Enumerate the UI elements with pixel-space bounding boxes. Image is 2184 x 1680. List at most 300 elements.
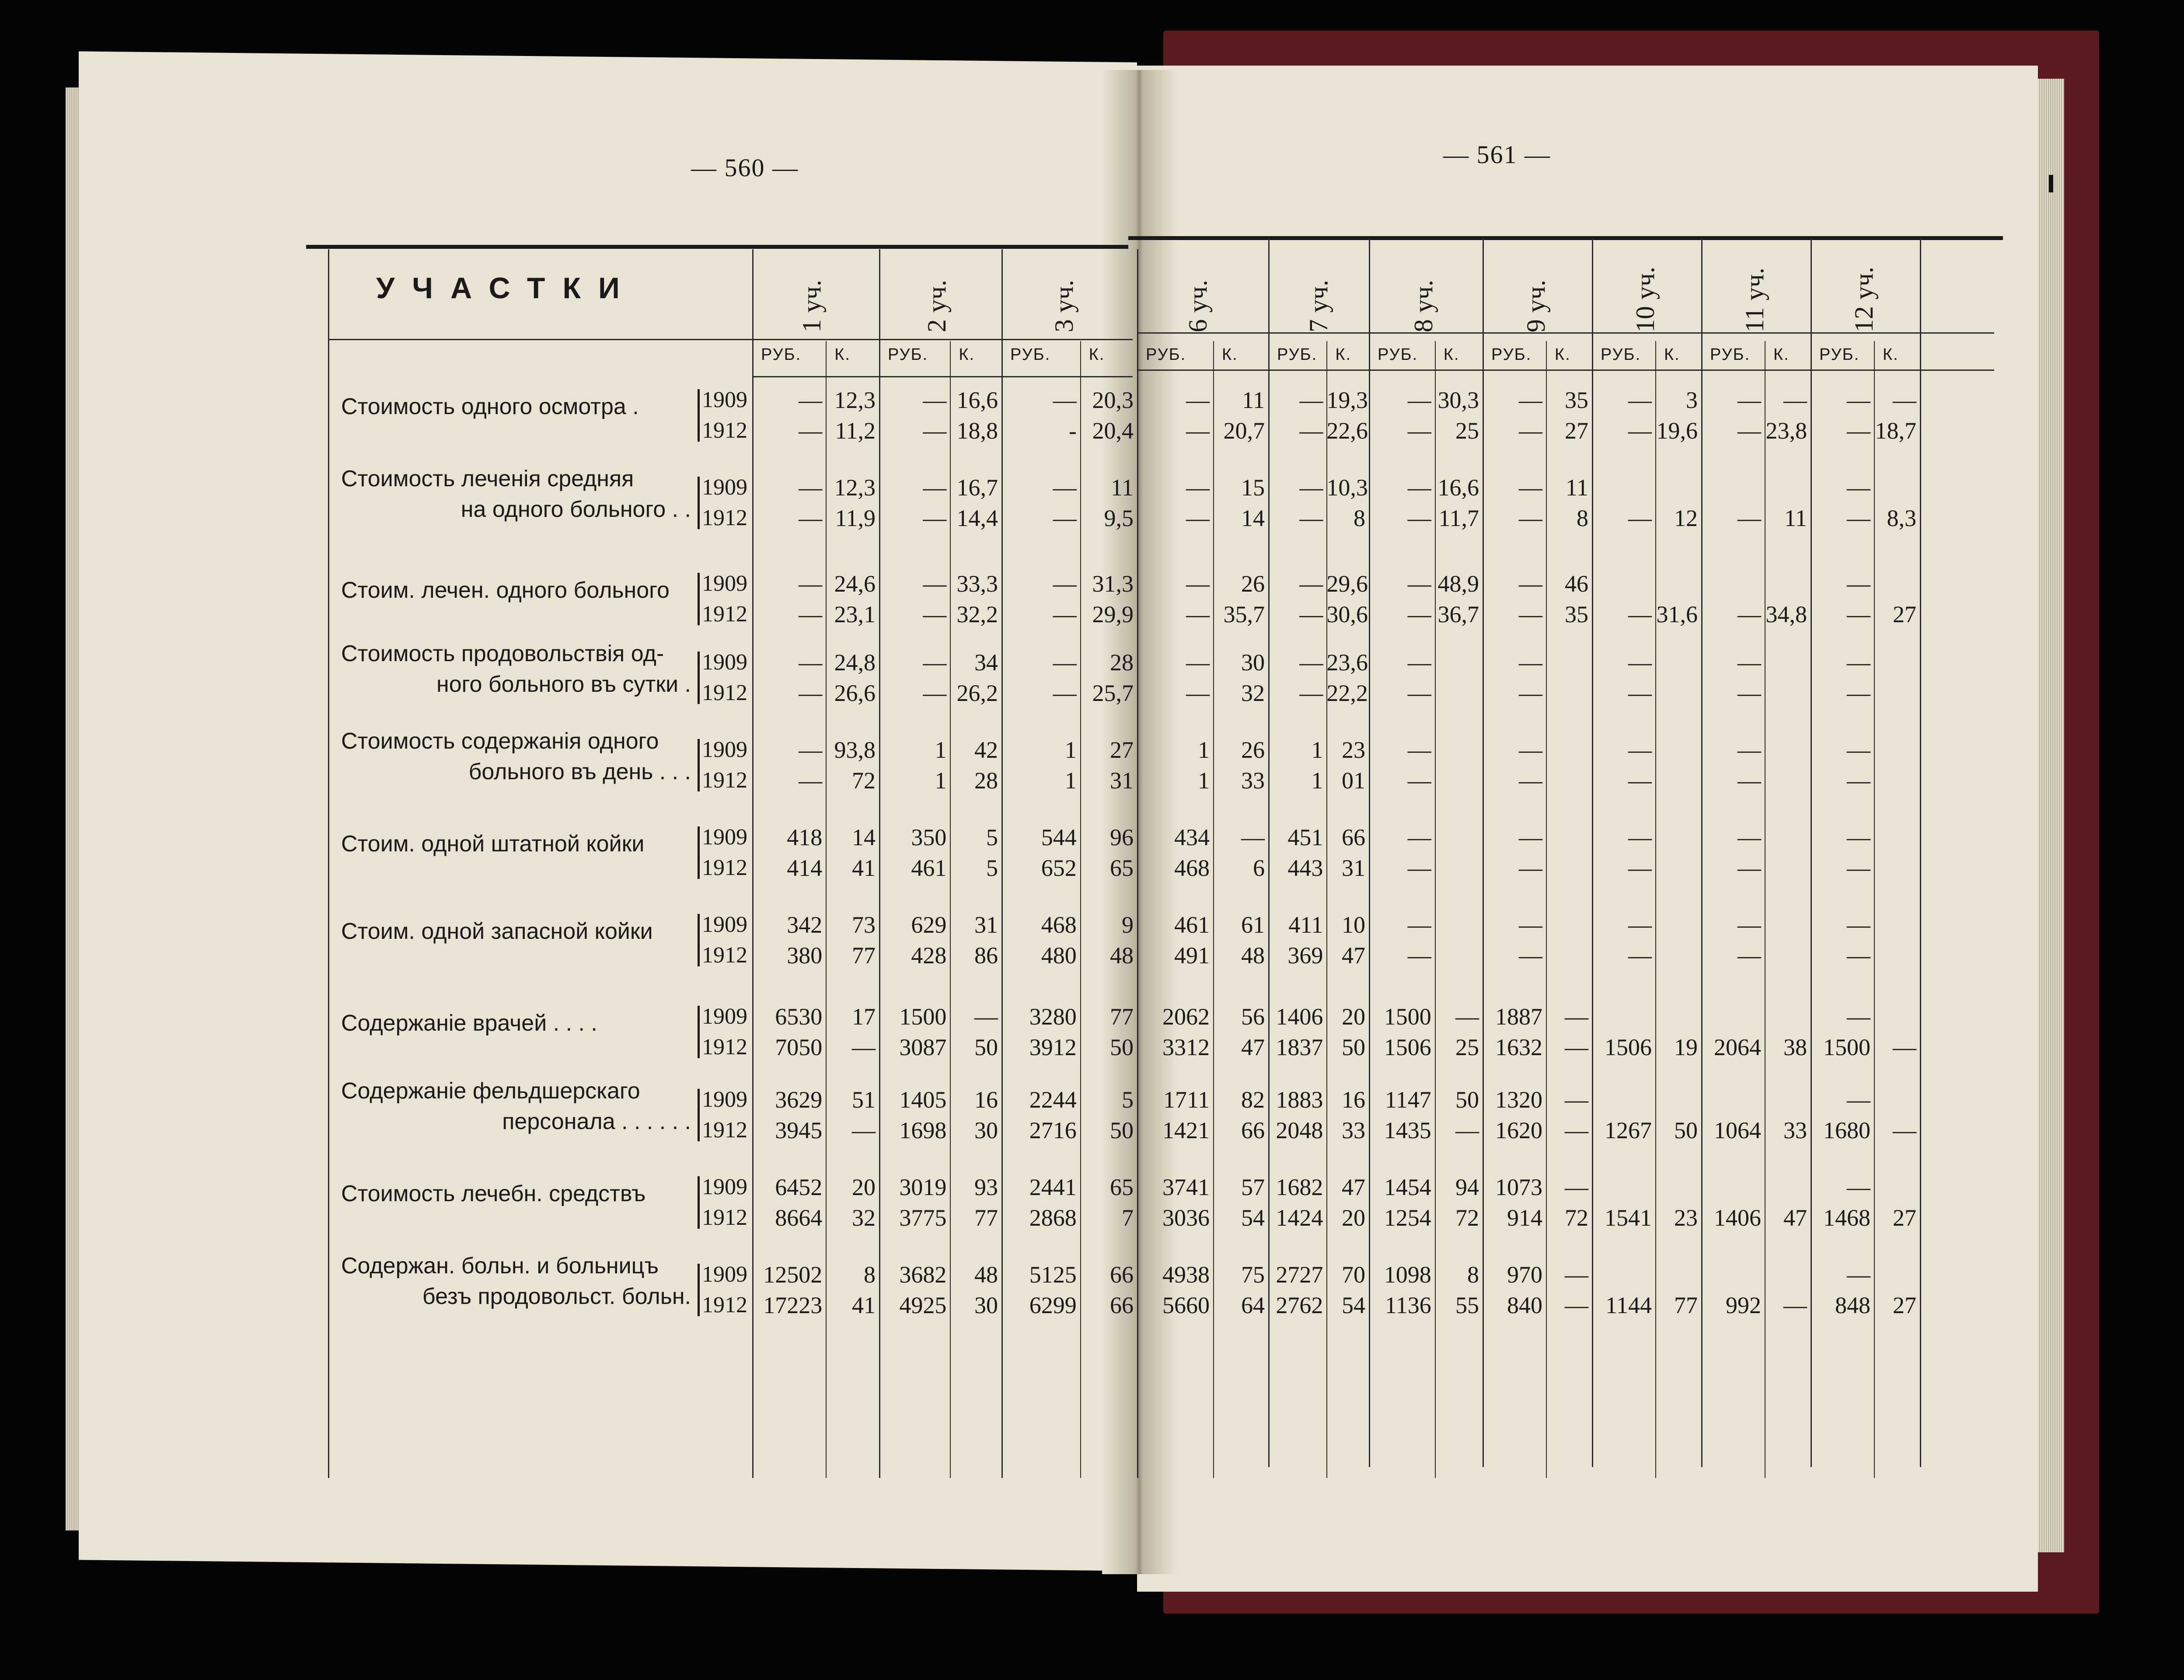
cell-rub: — — [1519, 505, 1542, 531]
cell-rub: — — [923, 649, 947, 676]
table-top-rule-right — [1128, 236, 2003, 240]
cell-rub: 2716 — [1029, 1117, 1077, 1143]
cell-kop: 27 — [1893, 1205, 1916, 1231]
row-label-line1: Стоимость содержанія одного — [341, 728, 659, 754]
cell-kop: 30 — [974, 1117, 998, 1143]
unit-rub: РУБ. — [1491, 345, 1532, 364]
cell-rub: — — [799, 767, 823, 794]
cell-rub: — — [1847, 855, 1870, 881]
cell-rub: — — [1407, 387, 1431, 413]
year-label: 1909 — [702, 912, 747, 937]
cell-kop: 65 — [1109, 1174, 1134, 1200]
row-label — [341, 1008, 691, 1039]
cell-kop: 35 — [1565, 601, 1588, 627]
cell-rub: 3312 — [1162, 1034, 1210, 1060]
cell-kop: — — [1455, 1004, 1479, 1030]
cell-kop: 8 — [1353, 505, 1365, 531]
row-label — [341, 916, 691, 947]
cell-rub: — — [1186, 418, 1210, 444]
cell-kop: 50 — [1674, 1117, 1698, 1143]
cell-rub: 7050 — [775, 1034, 823, 1060]
cell-rub: 629 — [911, 912, 947, 938]
cell-kop: 20,3 — [1092, 387, 1134, 413]
cell-kop: 17 — [851, 1004, 876, 1030]
cell-rub: — — [1407, 767, 1431, 794]
cell-rub: 914 — [1507, 1205, 1542, 1231]
unit-rub: РУБ. — [1378, 345, 1418, 364]
cell-kop: 70 — [1341, 1262, 1365, 1288]
cell-rub: — — [1407, 649, 1431, 676]
spine-label — [2038, 105, 2064, 1548]
cell-kop: 77 — [851, 942, 876, 969]
cell-rub: 3682 — [899, 1262, 947, 1288]
cell-kop: 66 — [1241, 1117, 1265, 1143]
cell-rub: — — [1299, 387, 1323, 413]
row-label-line1: Стоим. лечен. одного больного — [341, 578, 670, 603]
cell-kop: 9 — [1121, 912, 1134, 938]
cell-rub: — — [1628, 387, 1652, 413]
cell-rub: — — [1186, 505, 1210, 531]
cell-kop: 47 — [1341, 1174, 1365, 1200]
cell-kop: 11 — [1242, 387, 1265, 413]
cell-kop: 33 — [1783, 1117, 1807, 1143]
cell-rub: — — [1737, 680, 1761, 706]
cell-rub: 1711 — [1163, 1087, 1210, 1113]
cell-kop: 20,4 — [1092, 418, 1134, 444]
cell-rub: — — [1847, 1004, 1870, 1030]
cell-kop: 65 — [1109, 855, 1134, 881]
cell-rub: — — [923, 680, 947, 706]
page-number-right: — 561 — — [1443, 140, 1551, 169]
cell-kop: 96 — [1109, 824, 1134, 850]
cell-rub: — — [1628, 767, 1652, 794]
cell-kop: 19 — [1674, 1034, 1698, 1060]
cell-rub: — — [1299, 505, 1323, 531]
year-bracket — [698, 914, 700, 966]
unit-rub: РУБ. — [1710, 345, 1751, 364]
district-heading: 9 уч. — [1521, 279, 1550, 332]
cell-rub: — — [1847, 767, 1870, 794]
unit-kop: К. — [1335, 345, 1352, 364]
year-label: 1909 — [702, 571, 747, 596]
row-label-line1: Стоимость лечебн. средствъ — [341, 1181, 646, 1206]
cell-kop: 42 — [974, 737, 998, 763]
cell-rub: — — [1053, 505, 1077, 531]
district-heading: 10 уч. — [1630, 266, 1660, 332]
cell-kop: 8,3 — [1887, 505, 1916, 531]
cell-kop: 20 — [1341, 1004, 1365, 1030]
cell-kop: 50 — [1109, 1034, 1134, 1060]
cell-kop: 31,6 — [1656, 601, 1698, 627]
district-heading: 8 уч. — [1409, 279, 1438, 332]
cell-kop: 55 — [1455, 1292, 1479, 1318]
cell-rub: 1136 — [1385, 1292, 1431, 1318]
cell-kop: 30 — [1241, 649, 1265, 676]
cell-kop: — — [851, 1034, 876, 1060]
cell-kop: 38 — [1783, 1034, 1807, 1060]
cell-rub: 350 — [911, 824, 947, 850]
cell-rub: 2727 — [1276, 1262, 1323, 1288]
cell-rub: 1 — [1198, 737, 1210, 763]
row-label — [341, 638, 691, 700]
cell-kop: 3 — [1686, 387, 1698, 413]
cell-kop: 50 — [974, 1034, 998, 1060]
cell-rub: 1320 — [1495, 1087, 1542, 1113]
unit-rub: РУБ. — [1146, 345, 1186, 364]
cell-kop: 18,7 — [1875, 418, 1916, 444]
cell-kop: 30 — [974, 1292, 998, 1318]
cell-rub: 3087 — [899, 1034, 947, 1060]
cell-rub: — — [1519, 601, 1542, 627]
unit-kop: К. — [1222, 345, 1238, 364]
row-label — [341, 829, 691, 859]
cell-kop: 14 — [1241, 505, 1265, 531]
cell-rub: 4938 — [1162, 1262, 1210, 1288]
cell-kop: 6 — [1253, 855, 1265, 881]
district-heading: 7 уч. — [1304, 279, 1333, 332]
cell-kop: 56 — [1241, 1004, 1265, 1030]
cell-rub: — — [1407, 418, 1431, 444]
unit-rub: РУБ. — [888, 345, 928, 364]
year-label: 1912 — [702, 418, 747, 443]
unit-rub: РУБ. — [1277, 345, 1318, 364]
cell-rub: 1 — [935, 767, 947, 794]
cell-kop: 15 — [1241, 474, 1265, 501]
cell-rub: — — [1299, 474, 1323, 501]
cell-kop: 18,8 — [956, 418, 998, 444]
cell-kop: 86 — [974, 942, 998, 969]
cell-rub: — — [1847, 1174, 1870, 1200]
cell-kop: 8 — [863, 1262, 876, 1288]
cell-rub: — — [1628, 680, 1652, 706]
cell-rub: — — [1407, 824, 1431, 850]
cell-rub: 428 — [911, 942, 947, 969]
cell-rub: — — [1186, 680, 1210, 706]
unit-kop: К. — [1883, 345, 1899, 364]
cell-kop: 14,4 — [956, 505, 998, 531]
cell-rub: 4925 — [899, 1292, 947, 1318]
cell-kop: 26 — [1241, 571, 1265, 597]
cell-rub: 1468 — [1823, 1205, 1870, 1231]
table-top-rule-left — [306, 245, 1128, 249]
cell-rub: 2048 — [1276, 1117, 1323, 1143]
cell-rub: 1421 — [1162, 1117, 1210, 1143]
cell-rub: — — [1053, 601, 1077, 627]
cell-kop: 27 — [1893, 601, 1916, 627]
cell-rub: 970 — [1507, 1262, 1542, 1288]
cell-kop: 11 — [1110, 474, 1134, 501]
unit-rub: РУБ. — [1601, 345, 1641, 364]
cell-rub: 1887 — [1495, 1004, 1542, 1030]
cell-kop: 14 — [851, 824, 876, 850]
cell-rub: 2441 — [1029, 1174, 1077, 1200]
cell-kop: — — [974, 1004, 998, 1030]
cell-rub: — — [1299, 418, 1323, 444]
cell-rub: — — [1847, 601, 1870, 627]
cell-rub: — — [1407, 601, 1431, 627]
table-header-divider-right — [1137, 332, 1994, 334]
year-bracket — [698, 1176, 700, 1229]
cell-rub: 1680 — [1823, 1117, 1870, 1143]
year-label: 1909 — [702, 825, 747, 850]
cell-kop: 8 — [1467, 1262, 1479, 1288]
cell-rub: — — [1628, 649, 1652, 676]
year-label: 1909 — [702, 475, 747, 500]
unit-rub: РУБ. — [761, 345, 802, 364]
cell-kop: — — [1565, 1262, 1588, 1288]
cell-rub: — — [1737, 601, 1761, 627]
cell-rub: — — [923, 387, 947, 413]
row-label-line1: Содержан. больн. и больницъ — [341, 1253, 659, 1279]
year-label: 1909 — [702, 1175, 747, 1199]
cell-kop: 34,8 — [1765, 601, 1807, 627]
row-label-line2: на одного больного . . — [461, 497, 691, 522]
cell-rub: — — [1628, 912, 1652, 938]
cell-rub: 992 — [1726, 1292, 1761, 1318]
year-label: 1909 — [702, 1262, 747, 1287]
cell-rub: 3945 — [775, 1117, 823, 1143]
cell-kop: 5 — [986, 824, 998, 850]
cell-rub: — — [1407, 737, 1431, 763]
year-label: 1912 — [702, 1118, 747, 1143]
cell-kop: 32 — [851, 1205, 876, 1231]
cell-kop: 22,2 — [1326, 680, 1368, 706]
year-label: 1912 — [702, 680, 747, 705]
row-label-line1: Содержаніе фельдшерскаго — [341, 1078, 640, 1104]
cell-rub: — — [1628, 601, 1652, 627]
cell-kop: 12,3 — [834, 387, 876, 413]
year-label: 1912 — [702, 602, 747, 627]
year-label: 1912 — [702, 1293, 747, 1318]
year-label: 1912 — [702, 505, 747, 530]
cell-kop: — — [851, 1117, 876, 1143]
cell-kop: — — [1565, 1292, 1588, 1318]
cell-rub: 5660 — [1162, 1292, 1210, 1318]
row-label — [341, 391, 691, 422]
year-bracket — [698, 739, 700, 791]
cell-rub: 3775 — [899, 1205, 947, 1231]
cell-rub: — — [1628, 855, 1652, 881]
cell-rub: — — [1847, 1087, 1870, 1113]
page-number-left: — 560 — — [691, 153, 799, 182]
cell-rub: 2244 — [1029, 1087, 1077, 1113]
district-heading: 1 уч. — [797, 279, 826, 332]
row-label — [341, 464, 691, 525]
cell-kop: 19,3 — [1326, 387, 1368, 413]
cell-rub: — — [1847, 737, 1870, 763]
cell-rub: — — [1053, 680, 1077, 706]
cell-rub: 1454 — [1384, 1174, 1431, 1200]
cell-rub: — — [1053, 571, 1077, 597]
cell-rub: — — [1847, 474, 1870, 501]
cell-rub: 6452 — [775, 1174, 823, 1200]
unit-kop: К. — [1664, 345, 1680, 364]
district-column-line — [1920, 238, 1921, 1467]
cell-rub: — — [1299, 571, 1323, 597]
cell-rub: 451 — [1287, 824, 1323, 850]
cell-rub: — — [1628, 824, 1652, 850]
cell-rub: 1267 — [1605, 1117, 1652, 1143]
cell-rub: — — [1519, 418, 1542, 444]
cell-rub: — — [1407, 912, 1431, 938]
cell-kop: — — [1565, 1174, 1588, 1200]
cell-rub: — — [1519, 737, 1542, 763]
cell-rub: 17223 — [763, 1292, 823, 1318]
cell-rub: — — [1186, 601, 1210, 627]
cell-kop: 12 — [1674, 505, 1698, 531]
cell-kop: 28 — [974, 767, 998, 794]
cell-rub: 1073 — [1495, 1174, 1542, 1200]
row-label — [341, 575, 691, 606]
cell-rub: 1506 — [1384, 1034, 1431, 1060]
cell-kop: — — [1565, 1034, 1588, 1060]
cell-kop: 11 — [1784, 505, 1807, 531]
cell-rub: — — [799, 680, 823, 706]
row-label-line1: Стоим. одной штатной койки — [341, 831, 645, 857]
row-label-line1: Стоим. одной запасной койки — [341, 919, 653, 944]
cell-rub: — — [1847, 912, 1870, 938]
cell-rub: — — [1737, 824, 1761, 850]
cell-kop: 27 — [1565, 418, 1588, 444]
cell-rub: 468 — [1174, 855, 1210, 881]
cell-rub: — — [1847, 418, 1870, 444]
cell-kop: — — [1893, 387, 1916, 413]
cell-rub: — — [1407, 942, 1431, 969]
cell-kop: 16 — [974, 1087, 998, 1113]
cell-rub: — — [1847, 824, 1870, 850]
cell-rub: — — [1847, 505, 1870, 531]
row-label-line1: Стоимость продовольствія од- — [341, 641, 664, 666]
cell-kop: 25,7 — [1092, 680, 1134, 706]
unit-kop: К. — [1773, 345, 1790, 364]
cell-rub: — — [1299, 601, 1323, 627]
cell-kop: 35,7 — [1223, 601, 1265, 627]
cell-kop: 35 — [1565, 387, 1588, 413]
cell-rub: 491 — [1174, 942, 1210, 969]
row-label-line2: безъ продовольст. больн. — [422, 1284, 691, 1309]
cell-rub: - — [1068, 418, 1077, 444]
unit-kop: К. — [1089, 345, 1105, 364]
cell-rub: — — [1519, 571, 1542, 597]
cell-kop: 20 — [851, 1174, 876, 1200]
cell-kop: 36,7 — [1437, 601, 1479, 627]
cell-rub: — — [1737, 942, 1761, 969]
cell-rub: 1098 — [1384, 1262, 1431, 1288]
row-label-line1: Содержаніе врачей . . . . — [341, 1011, 597, 1036]
cell-rub: — — [1847, 942, 1870, 969]
year-label: 1909 — [702, 1004, 747, 1029]
unit-row-divider-right — [1137, 369, 1994, 371]
cell-rub: — — [1519, 680, 1542, 706]
cell-kop: 25 — [1455, 418, 1479, 444]
cell-kop: 26,6 — [834, 680, 876, 706]
cell-kop: — — [1893, 1117, 1916, 1143]
cell-kop: 16 — [1341, 1087, 1365, 1113]
cell-kop: 34 — [974, 649, 998, 676]
cell-kop: 8 — [1577, 505, 1588, 531]
cell-kop: 16,7 — [956, 474, 998, 501]
cell-kop: 48 — [974, 1262, 998, 1288]
cell-rub: 1406 — [1276, 1004, 1323, 1030]
cell-rub: — — [1628, 942, 1652, 969]
cell-kop: 50 — [1341, 1034, 1365, 1060]
cell-rub: 418 — [787, 824, 823, 850]
district-heading: 3 уч. — [1049, 279, 1078, 332]
cell-kop: 46 — [1565, 571, 1588, 597]
cell-rub: 1500 — [1384, 1004, 1431, 1030]
cell-rub: 544 — [1041, 824, 1077, 850]
district-heading: 6 уч. — [1183, 279, 1212, 332]
table-left-border — [328, 249, 329, 1478]
cell-rub: 1 — [1198, 767, 1210, 794]
unit-kop: К. — [959, 345, 975, 364]
year-label: 1909 — [702, 387, 747, 412]
cell-rub: — — [1628, 418, 1652, 444]
row-label-line2: больного въ день . . . — [468, 759, 691, 784]
cell-rub: 3741 — [1162, 1174, 1210, 1200]
cell-rub: — — [799, 737, 823, 763]
year-bracket — [698, 477, 700, 529]
cell-kop: 48,9 — [1437, 571, 1479, 597]
cell-kop: 47 — [1341, 942, 1365, 969]
cell-rub: 1620 — [1495, 1117, 1542, 1143]
year-label: 1912 — [702, 855, 747, 880]
cell-kop: 94 — [1455, 1174, 1479, 1200]
cell-rub: 1254 — [1384, 1205, 1431, 1231]
cell-rub: 380 — [787, 942, 823, 969]
cell-rub: 1837 — [1276, 1034, 1323, 1060]
cell-rub: 5125 — [1029, 1262, 1077, 1288]
cell-rub: 1406 — [1714, 1205, 1761, 1231]
cell-rub: 1 — [1064, 767, 1077, 794]
cell-kop: 7 — [1121, 1205, 1134, 1231]
cell-kop: 26 — [1241, 737, 1265, 763]
cell-kop: 11,9 — [835, 505, 876, 531]
cell-rub: — — [1053, 649, 1077, 676]
cell-kop: 72 — [1565, 1205, 1588, 1231]
cell-rub: — — [799, 505, 823, 531]
cell-rub: 2062 — [1162, 1004, 1210, 1030]
year-bracket — [698, 1264, 700, 1316]
cell-kop: 54 — [1341, 1292, 1365, 1318]
cell-kop: 16,6 — [956, 387, 998, 413]
cell-rub: — — [799, 474, 823, 501]
cell-rub: — — [1186, 649, 1210, 676]
cell-rub: — — [923, 505, 947, 531]
cell-rub: 1506 — [1605, 1034, 1652, 1060]
cell-rub: 3912 — [1029, 1034, 1077, 1060]
cell-rub: — — [799, 418, 823, 444]
cell-kop: 27 — [1893, 1292, 1916, 1318]
cell-kop: 26,2 — [956, 680, 998, 706]
row-label-line2: персонала . . . . . . — [502, 1109, 691, 1134]
cell-kop: 50 — [1455, 1087, 1479, 1113]
cell-rub: — — [923, 474, 947, 501]
cell-kop: 10 — [1341, 912, 1365, 938]
cell-rub: — — [1186, 474, 1210, 501]
cell-rub: 1 — [1311, 767, 1323, 794]
cell-rub: — — [1407, 474, 1431, 501]
cell-kop: 22,6 — [1326, 418, 1368, 444]
cell-rub: 434 — [1174, 824, 1210, 850]
cell-rub: 3019 — [899, 1174, 947, 1200]
cell-kop: 31 — [974, 912, 998, 938]
cell-kop: 47 — [1241, 1034, 1265, 1060]
year-bracket — [698, 573, 700, 625]
cell-kop: 32,2 — [956, 601, 998, 627]
cell-rub: — — [1737, 912, 1761, 938]
cell-kop: 48 — [1109, 942, 1134, 969]
